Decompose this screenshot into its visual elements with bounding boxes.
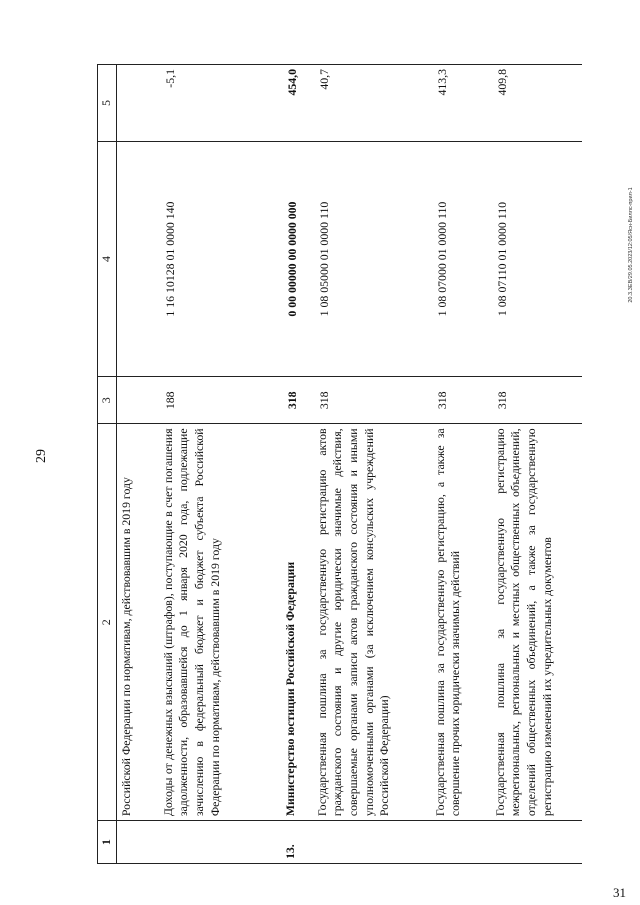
row-name: Государственная пошлина за государственную регистрацию актов гражданского состояния и другие юридически значимые действия, совершаемые органами записи актов гражданского состояния и иными уполномоченными органами (за исключением консульских учреждений Российской Федерации) (313, 424, 431, 821)
table-row-section-header (281, 65, 313, 864)
row-budget-code: 1 08 07110 01 0000 110 (491, 141, 582, 376)
header-col-2: 2 (98, 424, 117, 821)
row-name: Доходы от денежных взысканий (штрафов), поступающие в счет погашения задолженности, образовавшейся до 1 января 2020 года, подлежащие зачислению в федеральный бюджет и бюджет субъекта Российской Федерации по нормативам, действовавшим в 2019 году (159, 424, 281, 821)
row-budget-code: 1 16 10128 01 0000 140 (159, 141, 281, 376)
table-row (431, 65, 491, 864)
row-amount: -5,1 (159, 65, 281, 142)
page-number-bottom: 31 (613, 885, 626, 900)
table-row (159, 65, 281, 864)
row-budget-code (116, 141, 159, 376)
header-col-1: 1 (98, 821, 117, 864)
row-name: Государственная пошлина за государственную регистрацию межрегиональных, региональных и местных общественных объединений, отделений общественных объединений, а также за государственную регистрацию изменений их учредительных документов (491, 424, 582, 821)
row-name: Министерство юстиции Российской Федерации (281, 424, 313, 821)
row-number (159, 821, 281, 864)
row-admin-code: 318 (281, 377, 313, 424)
table-row (313, 65, 431, 864)
row-budget-code: 1 08 07000 01 0000 110 (431, 141, 491, 376)
row-budget-code: 0 00 00000 00 0000 000 (281, 141, 313, 376)
row-admin-code (116, 377, 159, 424)
row-number (313, 821, 431, 864)
table-row (491, 65, 582, 864)
header-col-3: 3 (98, 377, 117, 424)
row-number (431, 821, 491, 864)
row-admin-code: 318 (313, 377, 431, 424)
row-amount: 409,8 (491, 65, 582, 142)
header-col-4: 4 (98, 141, 117, 376)
revenue-table (97, 64, 582, 864)
row-admin-code: 318 (491, 377, 582, 424)
row-admin-code: 318 (431, 377, 491, 424)
document-stamp: 20.3.ЗЕВ/29.05.2023/12:05/Ясн-Биллс-прил-1 (628, 187, 634, 303)
page-number-top: 29 (34, 449, 49, 463)
table-header-row (98, 65, 117, 864)
row-budget-code: 1 08 05000 01 0000 110 (313, 141, 431, 376)
header-col-5: 5 (98, 65, 117, 142)
row-number (116, 821, 159, 864)
row-amount (116, 65, 159, 142)
row-name: Государственная пошлина за государственную регистрацию, а также за совершение прочих юридически значимых действий (431, 424, 491, 821)
row-amount: 413,3 (431, 65, 491, 142)
row-name: Российской Федерации по нормативам, действовавшим в 2019 году (116, 424, 159, 821)
row-admin-code: 188 (159, 377, 281, 424)
row-number: 13. (281, 821, 313, 864)
table-row (116, 65, 159, 864)
row-amount: 40,7 (313, 65, 431, 142)
row-amount: 454,0 (281, 65, 313, 142)
row-number (491, 821, 582, 864)
rotated-table-container (97, 64, 597, 864)
